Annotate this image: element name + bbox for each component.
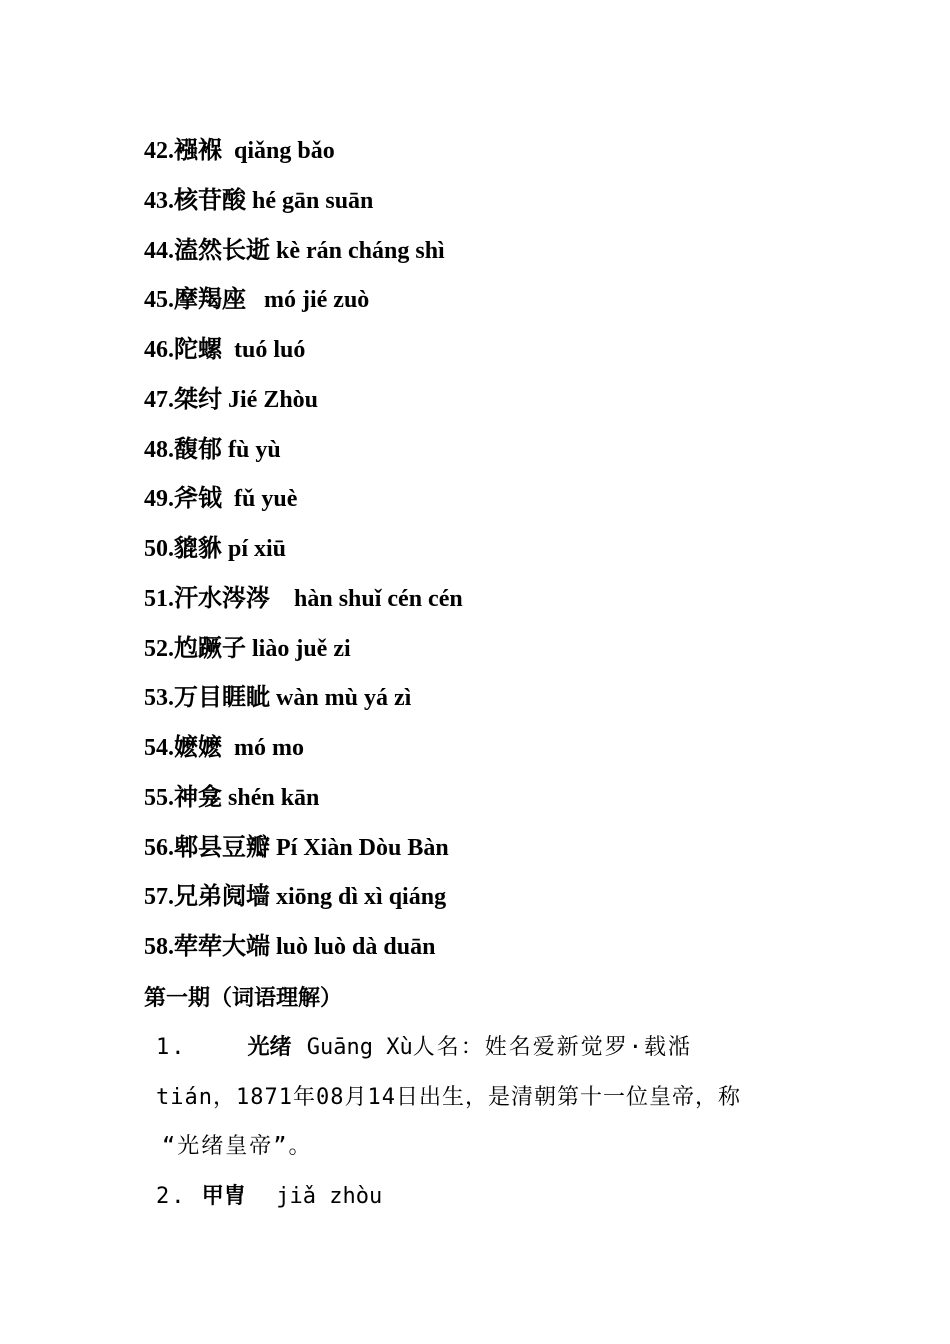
- section-heading: 第一期（词语理解）: [144, 985, 343, 1011]
- entry-pinyin: mó mo: [234, 735, 304, 761]
- vocabulary-entry: [144, 385, 318, 415]
- vocabulary-entry: [144, 833, 449, 863]
- entry-word: 尥蹶子: [174, 636, 246, 662]
- entry-number: 44.: [144, 238, 174, 264]
- item-1-pinyin: Guāng Xù: [306, 1035, 413, 1060]
- entry-word: 核苷酸: [174, 188, 246, 214]
- entry-word: 馥郁: [174, 437, 222, 463]
- entry-number: 57.: [144, 884, 174, 910]
- entry-number: 46.: [144, 337, 174, 363]
- vocabulary-entry: [144, 435, 281, 465]
- vocabulary-entry: [144, 783, 319, 813]
- vocabulary-entry: [144, 186, 373, 216]
- entry-word: 荦荦大端: [174, 934, 270, 960]
- entry-pinyin: hé gān suān: [252, 188, 374, 214]
- vocabulary-entry: [144, 733, 304, 763]
- entry-pinyin: Pí Xiàn Dòu Bàn: [276, 835, 449, 861]
- entry-number: 42.: [144, 138, 174, 164]
- entry-pinyin: fǔ yuè: [234, 486, 298, 512]
- vocabulary-entry: [144, 285, 369, 315]
- entry-word: 兄弟阋墙: [174, 884, 270, 910]
- entry-pinyin: fù yù: [228, 437, 281, 463]
- entry-number: 54.: [144, 735, 174, 761]
- entry-word: 斧钺: [174, 486, 222, 512]
- vocabulary-entry: [144, 683, 411, 713]
- vocabulary-entry: [144, 136, 335, 166]
- entry-number: 48.: [144, 437, 174, 463]
- entry-word: 溘然长逝: [174, 238, 270, 264]
- item-1-line-2: tián，1871年08月14日出生，是清朝第十一位皇帝，称: [156, 1085, 741, 1110]
- entry-number: 56.: [144, 835, 174, 861]
- entry-pinyin: kè rán cháng shì: [276, 238, 445, 264]
- entry-word: 汗水涔涔: [174, 586, 270, 612]
- vocabulary-entry: [144, 634, 351, 664]
- entry-pinyin: Jié Zhòu: [228, 387, 319, 413]
- entry-word: 郫县豆瓣: [174, 835, 270, 861]
- entry-number: 50.: [144, 536, 174, 562]
- entry-pinyin: hàn shuǐ cén cén: [294, 586, 463, 612]
- item-1-line-1: [156, 1033, 692, 1063]
- entry-pinyin: tuó luó: [234, 337, 306, 363]
- entry-pinyin: luò luò dà duān: [276, 934, 436, 960]
- entry-number: 49.: [144, 486, 174, 512]
- entry-pinyin: xiōng dì xì qiáng: [276, 884, 447, 910]
- entry-pinyin: shén kān: [228, 785, 320, 811]
- entry-word: 桀纣: [174, 387, 222, 413]
- entry-number: 45.: [144, 287, 174, 313]
- entry-number: 43.: [144, 188, 174, 214]
- entry-word: 嬷嬷: [174, 735, 222, 761]
- vocabulary-entry: [144, 534, 286, 564]
- entry-number: 55.: [144, 785, 174, 811]
- item-1-term: 光绪: [247, 1035, 292, 1060]
- entry-word: 陀螺: [174, 337, 222, 363]
- entry-pinyin: wàn mù yá zì: [276, 685, 412, 711]
- entry-pinyin: liào juě zi: [252, 636, 351, 662]
- item-1-description-start: 人名：姓名爱新觉罗·载湉: [412, 1035, 692, 1060]
- item-2-pinyin: jiǎ zhòu: [276, 1184, 383, 1209]
- item-2-term: 甲胄: [201, 1184, 246, 1209]
- entry-pinyin: qiǎng bǎo: [234, 138, 335, 164]
- item-1-number: 1.: [156, 1035, 187, 1060]
- entry-word: 貔貅: [174, 536, 222, 562]
- vocabulary-entry: [144, 882, 446, 912]
- item-1-line-3: “光绪皇帝”。: [162, 1134, 313, 1159]
- entry-pinyin: pí xiū: [228, 536, 287, 562]
- entry-number: 47.: [144, 387, 174, 413]
- entry-number: 52.: [144, 636, 174, 662]
- item-2-number: 2.: [156, 1184, 187, 1209]
- entry-word: 万目睚眦: [174, 685, 270, 711]
- vocabulary-entry: [144, 335, 305, 365]
- vocabulary-entry: [144, 236, 445, 266]
- entry-pinyin: mó jié zuò: [264, 287, 370, 313]
- entry-number: 58.: [144, 934, 174, 960]
- entry-number: 53.: [144, 685, 174, 711]
- entry-word: 神龛: [174, 785, 222, 811]
- entry-number: 51.: [144, 586, 174, 612]
- vocabulary-entry: [144, 584, 463, 614]
- vocabulary-entry: [144, 932, 435, 962]
- entry-word: 襁褓: [174, 138, 222, 164]
- entry-word: 摩羯座: [174, 287, 246, 313]
- item-2-line: [156, 1182, 382, 1212]
- vocabulary-entry: [144, 484, 297, 514]
